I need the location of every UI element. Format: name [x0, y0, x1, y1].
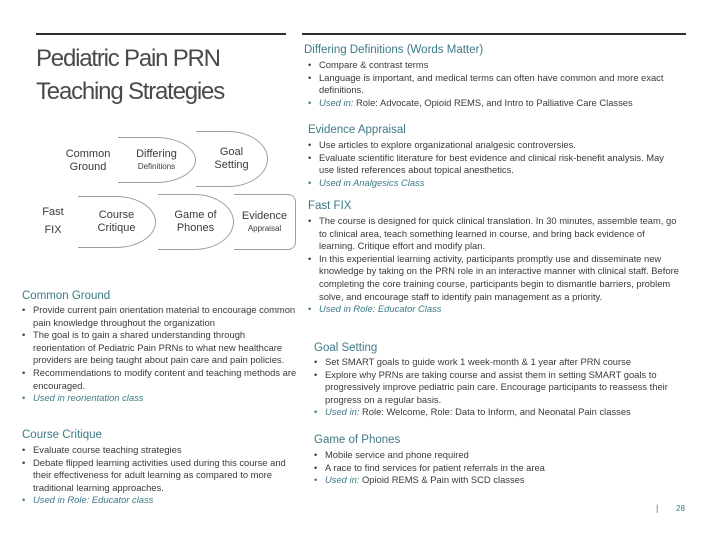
list-item: • Recommendations to modify content and teaching methods are encouraged.: [22, 367, 298, 392]
course-critique-heading: Course Critique: [22, 429, 102, 441]
diagram-definitions-label: Definitions: [137, 162, 176, 171]
diagram-game-of-phones: [158, 194, 234, 250]
fast-fix-heading: Fast FIX: [308, 200, 352, 212]
list-item: [308, 97, 693, 110]
diagram-fast-label: Fast: [42, 205, 64, 218]
diagram-course-critique-label: Course Critique: [97, 209, 136, 234]
fast-fix-list: [308, 215, 680, 316]
diagram-common-ground-label: Common Ground: [65, 148, 111, 173]
list-item: • Evaluate scientific literature for best evidence and clinical risk-benefit analysis. May use listed references about topical anesthetics.: [308, 152, 680, 177]
diagram-goal-setting-label: Goal Setting: [214, 146, 249, 171]
list-item: [308, 303, 680, 316]
list-item: • Evaluate course teaching strategies: [22, 444, 290, 457]
title-top-rule: [36, 33, 286, 35]
list-item: [22, 494, 290, 507]
list-item: • Provide current pain orientation material to encourage common pain knowledge throughout the organization: [22, 304, 298, 329]
page-number: 28: [676, 504, 685, 513]
course-critique-used-in: Used in Role: Educator class: [33, 494, 154, 506]
list-item: • Compare & contrast terms: [308, 59, 693, 72]
evidence-used-in: Used in Analgesics Class: [319, 176, 425, 188]
diagram-game-of-phones-label: Game of Phones: [174, 209, 217, 234]
list-item: [22, 392, 298, 405]
diagram-fast-fix: [30, 196, 76, 246]
course-critique-list: [22, 444, 290, 507]
diagram-common-ground: [60, 139, 116, 183]
list-item: • Use articles to explore organizational analgesic controversies.: [308, 139, 680, 152]
list-item: • The goal is to gain a shared understanding through reorientation of Pediatric Pain PRNs to what new healthcare providers are being taught about pain care and pain policies.: [22, 329, 298, 367]
page-title: Pediatric Pain PRN Teaching Strategies: [36, 45, 224, 105]
differing-used-in-text: Role: Advocate, Opioid REMS, and Intro to Palliative Care Classes: [353, 96, 633, 108]
goal-setting-used-in-text: Role: Welcome, Role: Data to Inform, and Neonatal Pain classes: [359, 406, 631, 418]
diagram-differing-label: Differing: [136, 148, 177, 160]
diagram-course-critique: [78, 196, 156, 248]
game-of-phones-used-in-label: Used in:: [325, 474, 360, 486]
common-ground-heading: Common Ground: [22, 290, 111, 302]
list-item: [308, 177, 680, 190]
list-item: • Explore why PRNs are taking course and assist them in setting SMART goals to progressively improve pediatric pain care. Encourage participants to reassess their progress on a regular basis.: [314, 369, 690, 407]
list-item: • Mobile service and phone required: [314, 449, 684, 462]
differing-used-in-label: Used in:: [319, 96, 354, 108]
diagram-differing-definitions: [118, 137, 196, 183]
common-ground-list: [22, 304, 298, 405]
common-ground-used-in: Used in reorientation class: [33, 392, 144, 404]
list-item: • The course is designed for quick clinical translation. In 30 minutes, assemble team, go to clinical area, teach something learned in course, and bring back evidence of learning. Critique effort and modify plan.: [308, 215, 680, 253]
evidence-appraisal-list: [308, 139, 680, 189]
goal-setting-list: [314, 356, 690, 419]
right-top-rule: [302, 33, 686, 35]
game-of-phones-list: [314, 449, 684, 487]
differing-definitions-heading: Differing Definitions (Words Matter): [304, 44, 484, 56]
goal-setting-used-in-label: Used in:: [325, 406, 360, 418]
list-item: • Debate flipped learning activities used during this course and their effectiveness for adult learning as compared to more traditional learning approaches.: [22, 457, 290, 495]
fast-fix-used-in: Used in Role: Educator Class: [319, 303, 442, 315]
diagram-fix-label: FIX: [44, 223, 62, 236]
list-item: [314, 474, 684, 487]
diagram-evidence-appraisal: [234, 194, 296, 250]
list-item: [314, 406, 690, 419]
differing-definitions-list: [308, 59, 693, 109]
game-of-phones-heading: Game of Phones: [314, 434, 401, 446]
diagram-evidence-label: Evidence: [241, 210, 288, 222]
diagram-appraisal-label: Appraisal: [247, 224, 282, 233]
evidence-appraisal-heading: Evidence Appraisal: [308, 124, 406, 136]
list-item: • Set SMART goals to guide work 1 week-month & 1 year after PRN course: [314, 356, 690, 369]
goal-setting-heading: Goal Setting: [314, 342, 378, 354]
list-item: • In this experiential learning activity, participants promptly use and disseminate new knowledge by taking on the PRN role in an interactive manner with clinical staff. Before completing the core training course, participants begin to dismantle barriers, problem solve, and encourage staff to identify pain management as a priority.: [308, 253, 680, 303]
diagram-goal-setting: [196, 131, 268, 187]
footer-bar: |: [656, 503, 659, 513]
list-item: • Language is important, and medical terms can often have common and more exact definitions.: [308, 72, 693, 97]
list-item: • A race to find services for patient referrals in the area: [314, 462, 684, 475]
game-of-phones-used-in-text: Opioid REMS & Pain with SCD classes: [359, 474, 525, 486]
